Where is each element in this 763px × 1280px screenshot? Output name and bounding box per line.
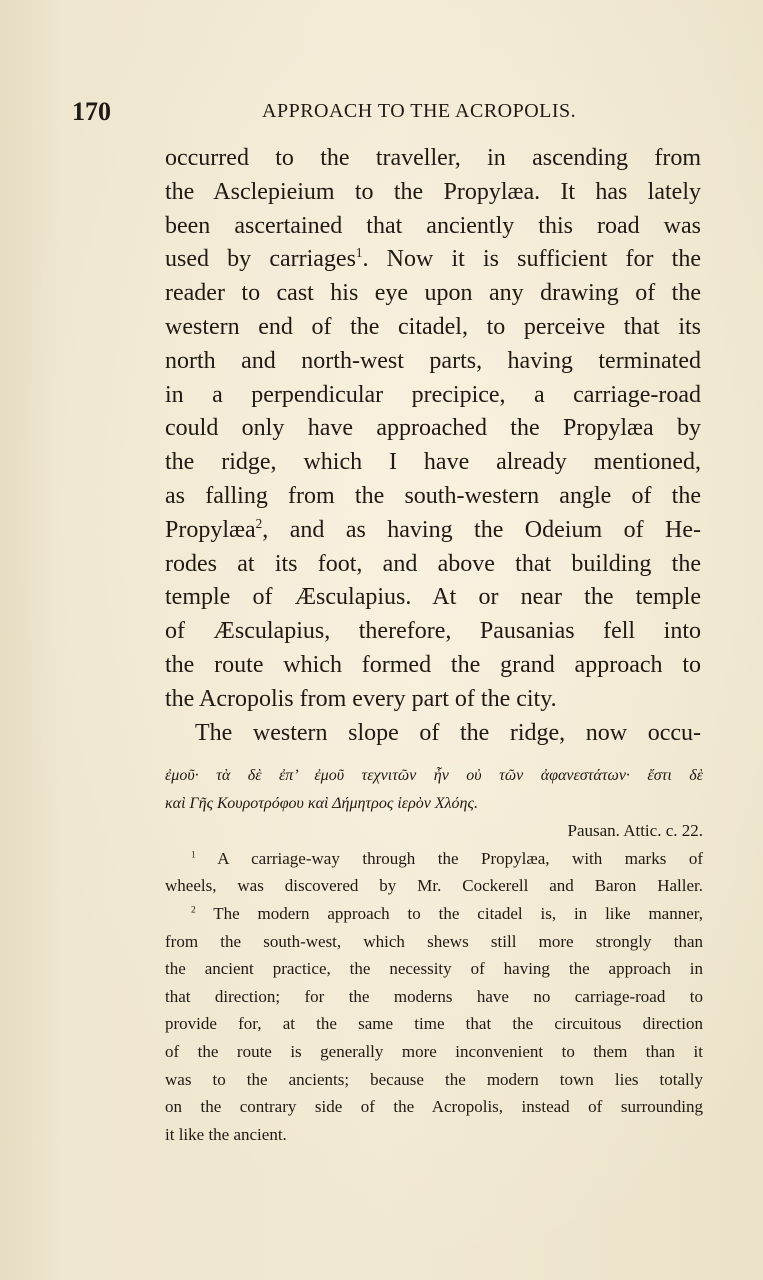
text-line: could only have approached the Propylæa by	[165, 415, 701, 442]
footnote-marker: 2	[191, 905, 196, 916]
footnote-2-line: on the contrary side of the Acropolis, instead of surrounding	[165, 1097, 703, 1117]
text-line: temple of Æsculapius. At or near the temple	[165, 584, 701, 611]
text-line: the route which formed the grand approach to	[165, 651, 701, 678]
text-line: as falling from the south-western angle of the	[165, 482, 701, 509]
main-text	[165, 142, 701, 750]
footnote-2-line: of the route is generally more inconvenient to them than it	[165, 1041, 703, 1061]
citation: Pausan. Attic. c. 22.	[567, 821, 703, 841]
text-line: The western slope of the ridge, now occu-	[195, 719, 701, 746]
footnote-2-line: was to the ancients; because the modern town lies totally	[165, 1069, 703, 1089]
text-line: western end of the citadel, to perceive that its	[165, 313, 701, 340]
running-head: APPROACH TO THE ACROPOLIS.	[262, 100, 577, 122]
footnote-1-line: $^1$ A carriage-way through the Propylæa, with marks of	[191, 848, 704, 868]
footnotes	[165, 762, 703, 1148]
text-fragment: , and as having the Odeium of He-	[262, 516, 701, 543]
footnote-2-line: that direction; for the moderns have no carriage-road to	[165, 986, 703, 1006]
footnote-ref: 2	[255, 515, 263, 531]
footnote-ref: 1	[355, 245, 363, 261]
text-fragment: used by carriages	[165, 246, 356, 273]
text-line: north and north-west parts, having terminated	[165, 347, 701, 374]
text-line: the Acropolis from every part of the city.	[165, 685, 557, 712]
greek-quote-line: καὶ Γῆς Κουροτρόφου καὶ Δήμητρος ἱερὸν Χλόης.	[165, 794, 478, 812]
text-fragment: . Now it is sufficient for the	[362, 246, 701, 273]
footnote-2-line: from the south-west, which shews still more strongly than	[165, 931, 703, 951]
text-line: been ascertained that anciently this road was	[165, 212, 701, 239]
text-line: of Æsculapius, therefore, Pausanias fell into	[165, 618, 701, 645]
footnote-2-line: provide for, at the same time that the circuitous direction	[165, 1014, 703, 1034]
page-header	[72, 97, 712, 127]
text-line: the Asclepieium to the Propylæa. It has lately	[165, 178, 701, 205]
text-fragment: Propylæa	[165, 516, 256, 543]
text-line: reader to cast his eye upon any drawing of the	[165, 280, 701, 307]
footnote-1-line: wheels, was discovered by Mr. Cockerell and Baron Haller.	[165, 876, 703, 896]
text-line: in a perpendicular precipice, a carriage-road	[165, 381, 701, 408]
greek-quote-line: ἐμοῦ· τὰ δὲ ἐπ’ ἐμοῦ τεχνιτῶν ἦν οὐ τῶν ἀφανεστάτων· ἔστι δὲ	[165, 767, 703, 784]
text-line: the ridge, which I have already mentioned,	[165, 449, 701, 476]
text-line: occurred to the traveller, in ascending from	[165, 145, 701, 171]
footnote-marker: 1	[191, 850, 196, 861]
page-number: 170	[72, 97, 111, 126]
text-line	[165, 514, 701, 548]
text-line: rodes at its foot, and above that building the	[165, 550, 701, 577]
footnote-2-line: the ancient practice, the necessity of having the approach in	[165, 959, 703, 979]
text-line	[165, 243, 701, 277]
footnote-2-line: $^2$ The modern approach to the citadel is, in like manner,	[191, 903, 703, 923]
footnote-2-line: it like the ancient.	[165, 1124, 287, 1144]
